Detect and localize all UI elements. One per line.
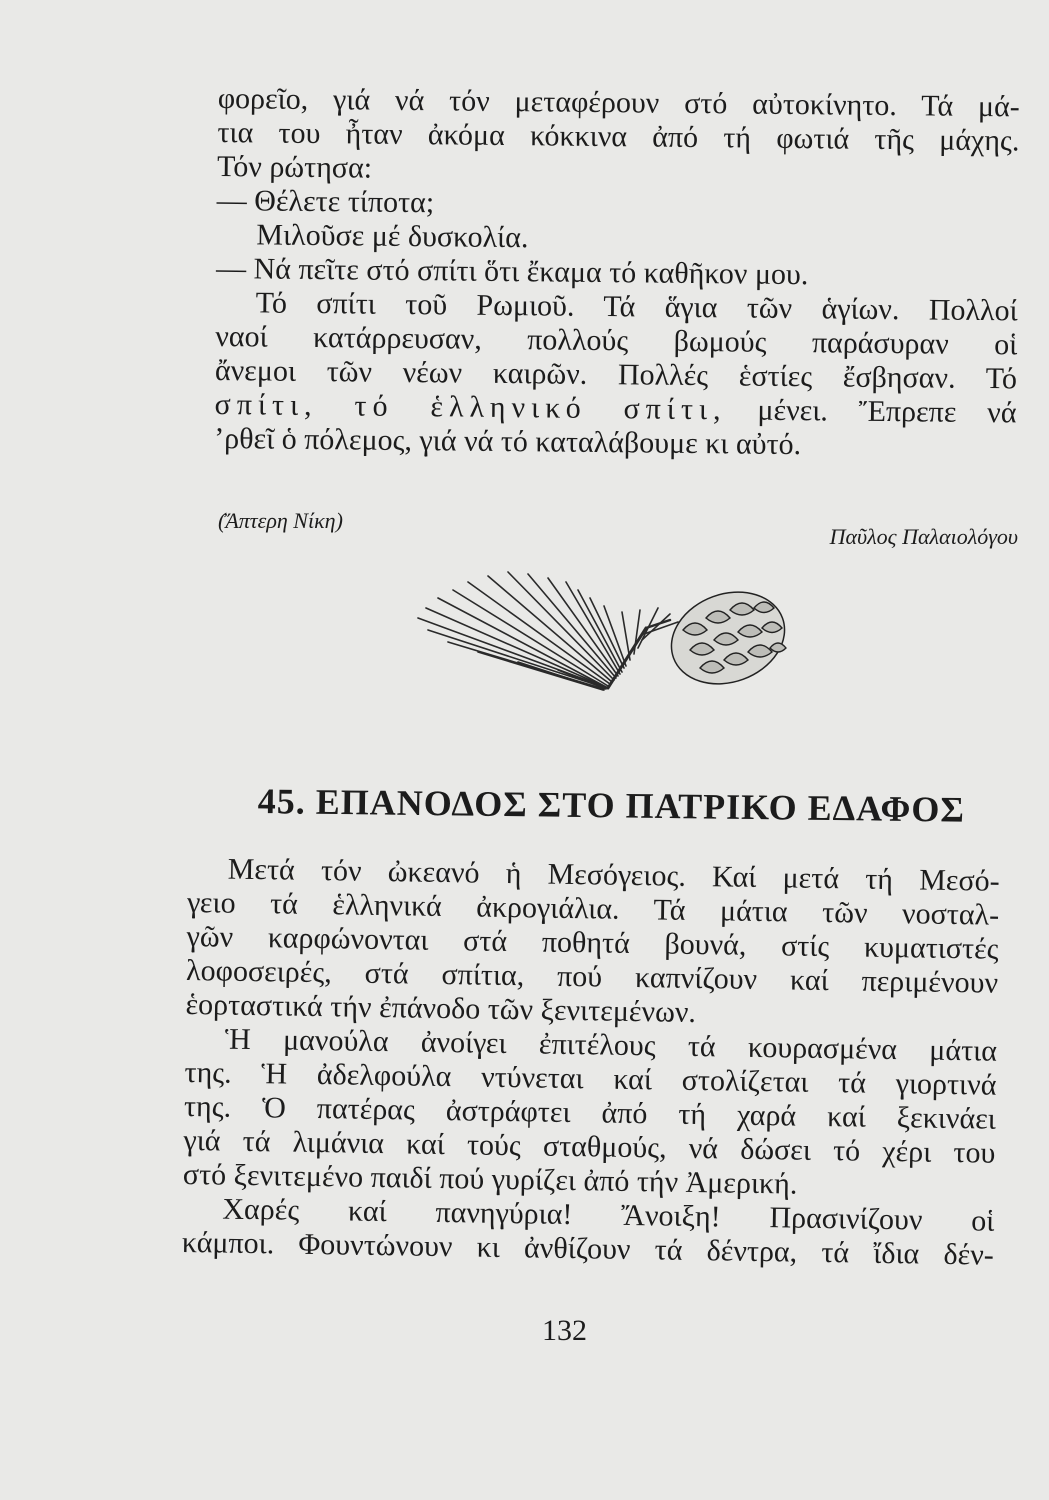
dialogue-line: — Θέλετε τίποτα;: [216, 183, 435, 220]
text-line: της. Ἡ ἀδελφούλα ντύνεται καί στολίζεται τά γιορτινά: [184, 1055, 997, 1102]
text-line: γιά τά λιμάνια καί τούς σταθμούς, νά δώσει τό χέρι του: [183, 1123, 996, 1170]
text-line: τια του ἦταν ἀκόμα κόκκινα ἀπό τή φωτιά τῆς μάχης.: [217, 115, 1020, 158]
text-line: φορεῖο, γιά νά τόν μεταφέρουν στό αὐτοκίνητο. Τά μά-: [217, 82, 1020, 124]
text-line: Χαρές καί πανηγύρια! Ἄνοιξη! Πρασινίζουν οἱ: [222, 1192, 995, 1238]
text-line: Ἡ μανούλα ἀνοίγει ἐπιτέλους τά κουρασμένα μάτια: [224, 1022, 998, 1068]
bottom-paragraph: [182, 852, 1000, 1273]
text-line: κάμποι. Φουντώνουν κι ἀνθίζουν τά δέντρα, τά ἴδια δέν-: [181, 1225, 995, 1272]
page-number: 132: [542, 1314, 587, 1347]
text-line: Τό σπίτι τοῦ Ρωμιοῦ. Τά ἅγια τῶν ἁγίων. Πολλοί: [255, 286, 1018, 328]
text-line: Τόν ρώτησα:: [216, 149, 373, 185]
text-line: γειο τά ἑλληνικά ἀκρογιάλια. Τά μάτια τῶν νοσταλ-: [186, 885, 1000, 932]
source-title: (Ἄπτερη Νίκη): [218, 508, 343, 533]
section-title: 45. ΕΠΑΝΟΔΟΣ ΣΤΟ ΠΑΤΡΙΚΟ ΕΔΑΦΟΣ: [257, 780, 966, 830]
text-line: λοφοσειρές, στά σπίτια, πού καπνίζουν καί περιμένουν: [185, 953, 999, 1000]
text-line: Μιλοῦσε μέ δυσκολία.: [256, 218, 529, 255]
text-line: της. Ὁ πατέρας ἀστράφτει ἀπό τή χαρά καί ξεκινάει: [183, 1089, 997, 1136]
spaced-emphasis: σπίτι, τό ἑλληνικό σπίτι,: [214, 387, 727, 427]
text-line: ἄνεμοι τῶν νέων καιρῶν. Πολλές ἑστίες ἔσβησαν. Τό: [214, 353, 1018, 396]
text-line: ’ρθεῖ ὁ πόλεμος, γιά νά τό καταλάβουμε κι αὐτό.: [214, 421, 802, 462]
citation: [218, 508, 1018, 549]
top-paragraph: [214, 82, 1020, 464]
text-line: Μετά τόν ὠκεανό ἡ Μεσόγειος. Καί μετά τή Μεσό-: [227, 852, 1000, 898]
author-name: Παῦλος Παλαιολόγου: [829, 524, 1018, 549]
pine-branch-icon: [408, 568, 798, 698]
text-line: ἑορταστικά τήν ἐπάνοδο τῶν ξενιτεμένων.: [185, 987, 697, 1029]
text-line: ναοί κατάρρευσαν, πολλούς βωμούς παράσυραν οἱ: [215, 319, 1018, 362]
dialogue-line: — Νά πεῖτε στό σπίτι ὅτι ἔκαμα τό καθῆκον μου.: [215, 251, 809, 292]
text-line: γῶν καρφώνονται στά ποθητά βουνά, στίς κυματιστές: [186, 919, 999, 966]
text-line: στό ξενιτεμένο παιδί πού γυρίζει ἀπό τήν Ἀμερική.: [182, 1157, 798, 1201]
line-continuation: μένει. Ἔπρεπε νά: [726, 393, 1017, 430]
